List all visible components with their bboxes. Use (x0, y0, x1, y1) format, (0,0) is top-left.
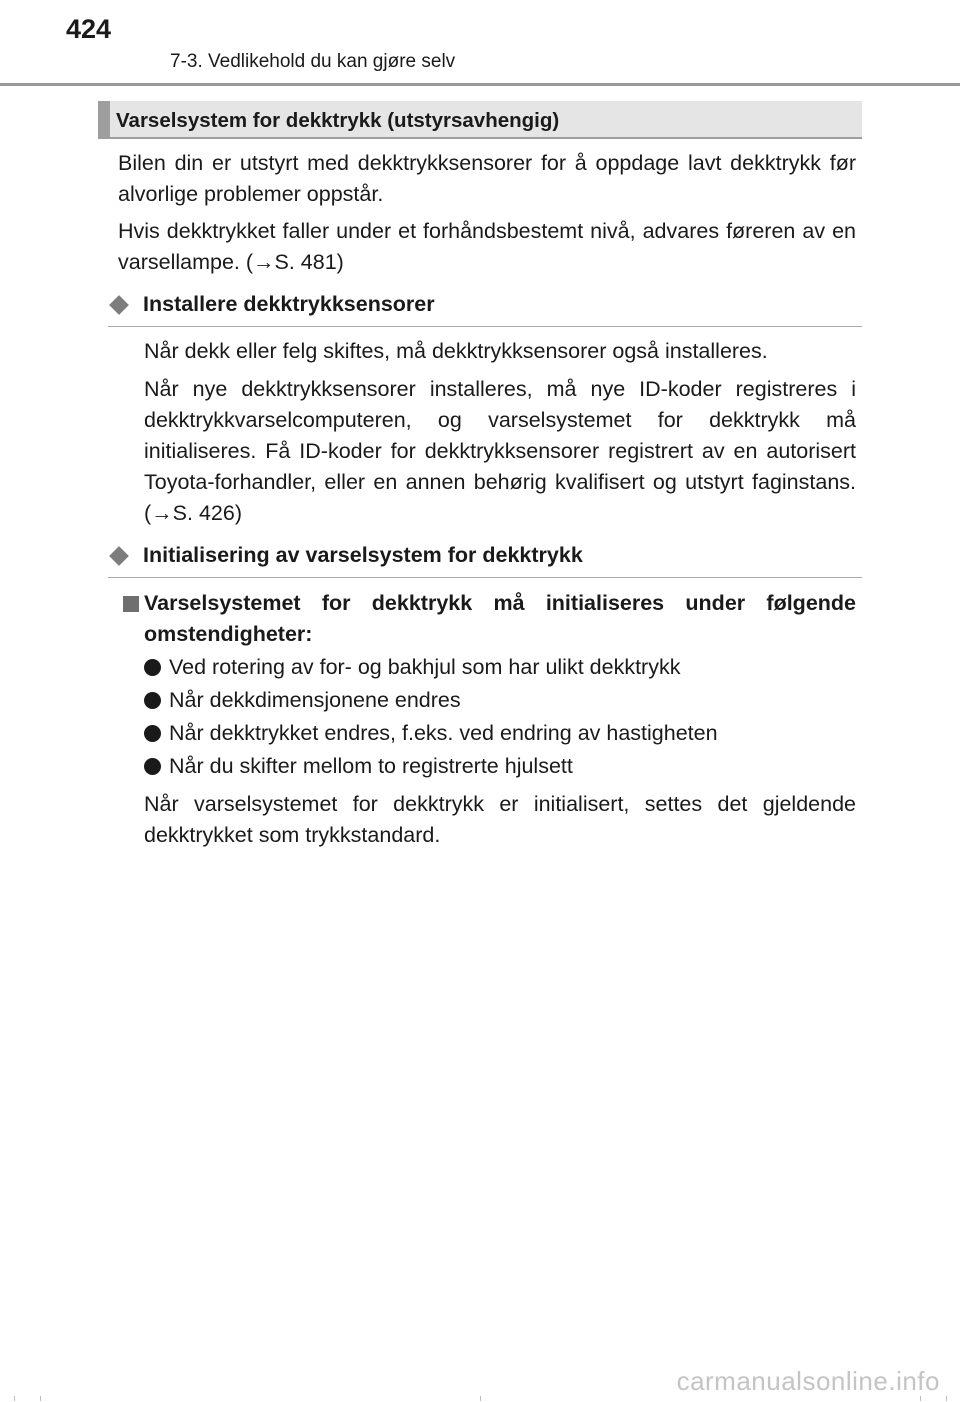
section-heading-bar (98, 101, 862, 139)
closing-paragraph: Når varselsystemet for dekktrykk er initialisert, settes det gjeldende dekktrykket som trykkstandard. (144, 792, 856, 847)
intro-paragraph-2: Hvis dekktrykket faller under et forhåndsbestemt nivå, advares føreren av en varsellampe. (→S. 481) (118, 219, 856, 274)
bullet-dot-icon (144, 692, 161, 709)
crop-mark (40, 1396, 41, 1401)
section-accent-bar (98, 101, 110, 139)
section-title: Varselsystem for dekktrykk (utstyrsavhengig) (116, 109, 560, 132)
diamond-icon (109, 295, 129, 315)
install-paragraph-2: Når nye dekktrykksensorer installeres, må nye ID-koder registreres i dekktrykkvarselcomputeren, og varselsystemet for dekktrykk må initialiseres. Få ID-koder for dekktrykksensorer registrert av en autorisert Toyota-forhandler, eller en annen behørig kvalifisert og utstyrt faginstans. (→S. 426) (144, 377, 856, 525)
list-item-text: Når du skifter mellom to registrerte hjulsett (169, 754, 573, 778)
square-bullet-icon (123, 596, 139, 612)
condition-heading: Varselsystemet for dekktrykk må initialiseres under følgende omstendigheter: (144, 591, 856, 646)
subheading-initialization (108, 541, 862, 578)
list-item-text: Ved rotering av for- og bakhjul som har ulikt dekktrykk (169, 655, 681, 679)
bullet-dot-icon (144, 725, 161, 742)
page-header (0, 0, 960, 88)
header-divider (0, 83, 960, 86)
page-number: 424 (66, 14, 112, 44)
bullet-dot-icon (144, 659, 161, 676)
diamond-icon (109, 546, 129, 566)
crop-mark (480, 1396, 481, 1401)
chapter-title: 7-3. Vedlikehold du kan gjøre selv (170, 51, 456, 72)
watermark: carmanualsonline.info (676, 1366, 940, 1396)
crop-mark (946, 1396, 947, 1401)
subheading-title: Installere dekktrykksensorer (143, 292, 435, 316)
subheading-install-sensors (108, 290, 862, 327)
install-paragraph-1: Når dekk eller felg skiftes, må dekktrykksensorer også installeres. (144, 339, 768, 363)
subheading-title: Initialisering av varselsystem for dekktrykk (143, 543, 583, 567)
intro-paragraph-1: Bilen din er utstyrt med dekktrykksensorer for å oppdage lavt dekktrykk før alvorlige problemer oppstår. (118, 151, 856, 206)
list-item-text: Når dekkdimensjonene endres (169, 688, 461, 712)
list-item-text: Når dekktrykket endres, f.eks. ved endring av hastigheten (169, 721, 718, 745)
crop-marks (0, 1396, 960, 1402)
crop-mark (14, 1396, 15, 1401)
crop-mark (920, 1396, 921, 1401)
bullet-dot-icon (144, 758, 161, 775)
